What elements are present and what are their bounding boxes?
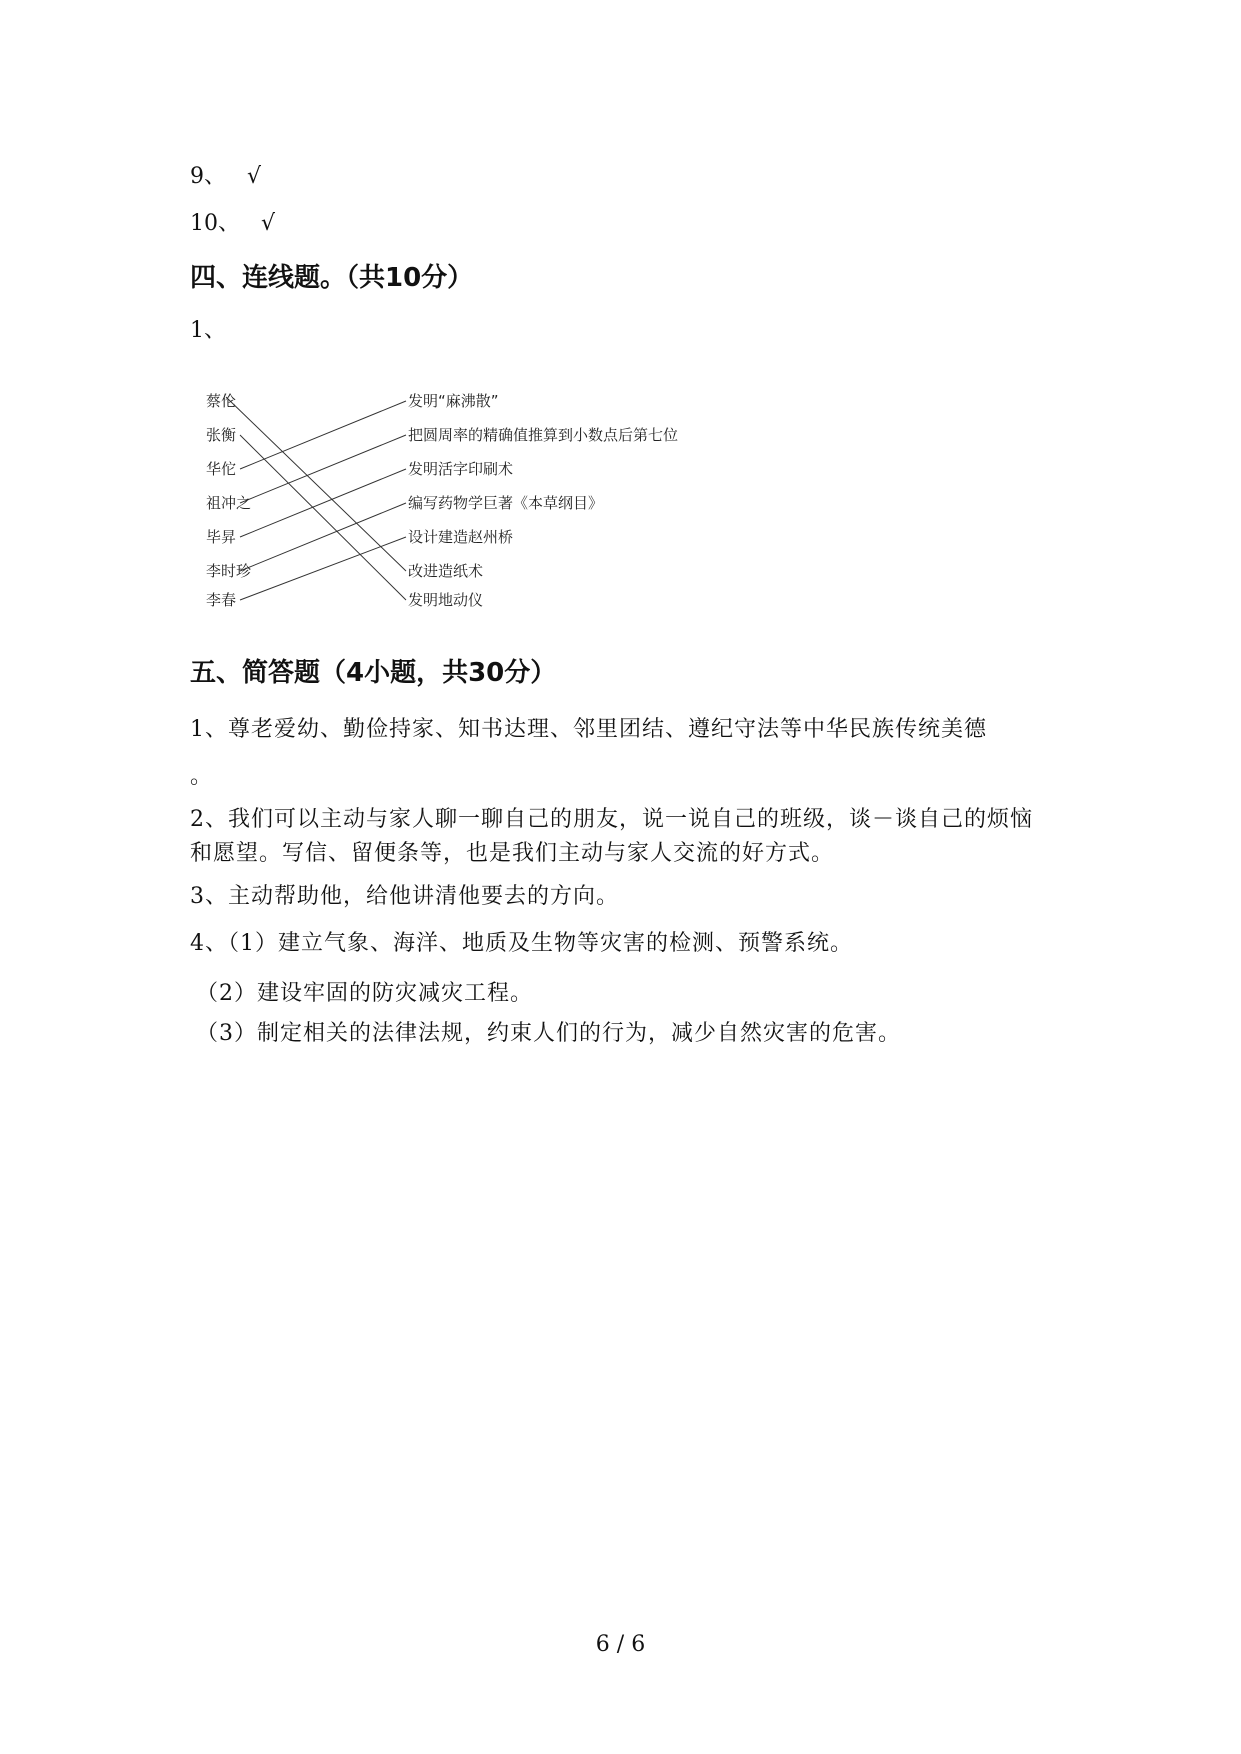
person-label: 华佗 [206,460,237,478]
person-label: 祖冲之 [206,494,252,512]
answer-4-2: （2）建设牢固的防灾减灾工程。 [196,981,533,1006]
connection-line [240,435,406,503]
connection-line [240,537,406,600]
answer-2: 2、我们可以主动与家人聊一聊自己的朋友，说一说自己的班级，谈－谈自己的烦恼和愿望。写信、留便条等，也是我们主动与家人交流的好方式。 [190,807,1033,866]
answer-9 [190,164,261,190]
answer-1-tail: 。 [190,764,214,789]
connection-line [226,397,406,571]
person-label: 毕昇 [206,528,237,546]
achievement-label: 改进造纸术 [408,562,484,580]
answer-4-3: （3）制定相关的法律法规，约束人们的行为，减少自然灾害的危害。 [196,1021,901,1046]
achievement-label: 编写药物学巨著《本草纲目》 [408,494,604,512]
answer-3: 3、主动帮助他，给他讲清他要去的方向。 [190,884,619,909]
answer-10-number: 10、 [190,211,240,236]
connection-line [240,469,406,537]
achievement-label: 设计建造赵州桥 [408,528,514,546]
connection-line [240,435,406,600]
achievement-label: 把圆周率的精确值推算到小数点后第七位 [408,426,679,444]
matching-diagram [190,390,710,630]
answer-10 [190,211,275,237]
answer-9-mark: √ [247,164,262,189]
connection-line [240,503,406,571]
achievement-label: 发明地动仪 [408,591,484,609]
person-label: 蔡伦 [206,392,237,410]
answer-9-number: 9、 [190,164,226,189]
section-5-heading: 五、简答题（4小题，共30分） [190,658,557,688]
answer-10-mark: √ [261,211,276,236]
achievement-label: 发明“麻沸散” [408,392,499,410]
person-label: 李春 [206,591,237,609]
page-number: 6 / 6 [595,1632,646,1657]
person-label: 张衡 [206,426,237,444]
answer-1: 1、尊老爱幼、勤俭持家、知书达理、邻里团结、遵纪守法等中华民族传统美德 [190,717,987,742]
achievement-label: 发明活字印刷术 [408,460,514,478]
answer-4-1: 4、（1）建立气象、海洋、地质及生物等灾害的检测、预警系统。 [190,931,853,956]
section-4-item-label: 1、 [190,318,226,343]
person-label: 李时珍 [206,562,252,580]
section-4-heading: 四、连线题。（共10分） [190,263,474,293]
